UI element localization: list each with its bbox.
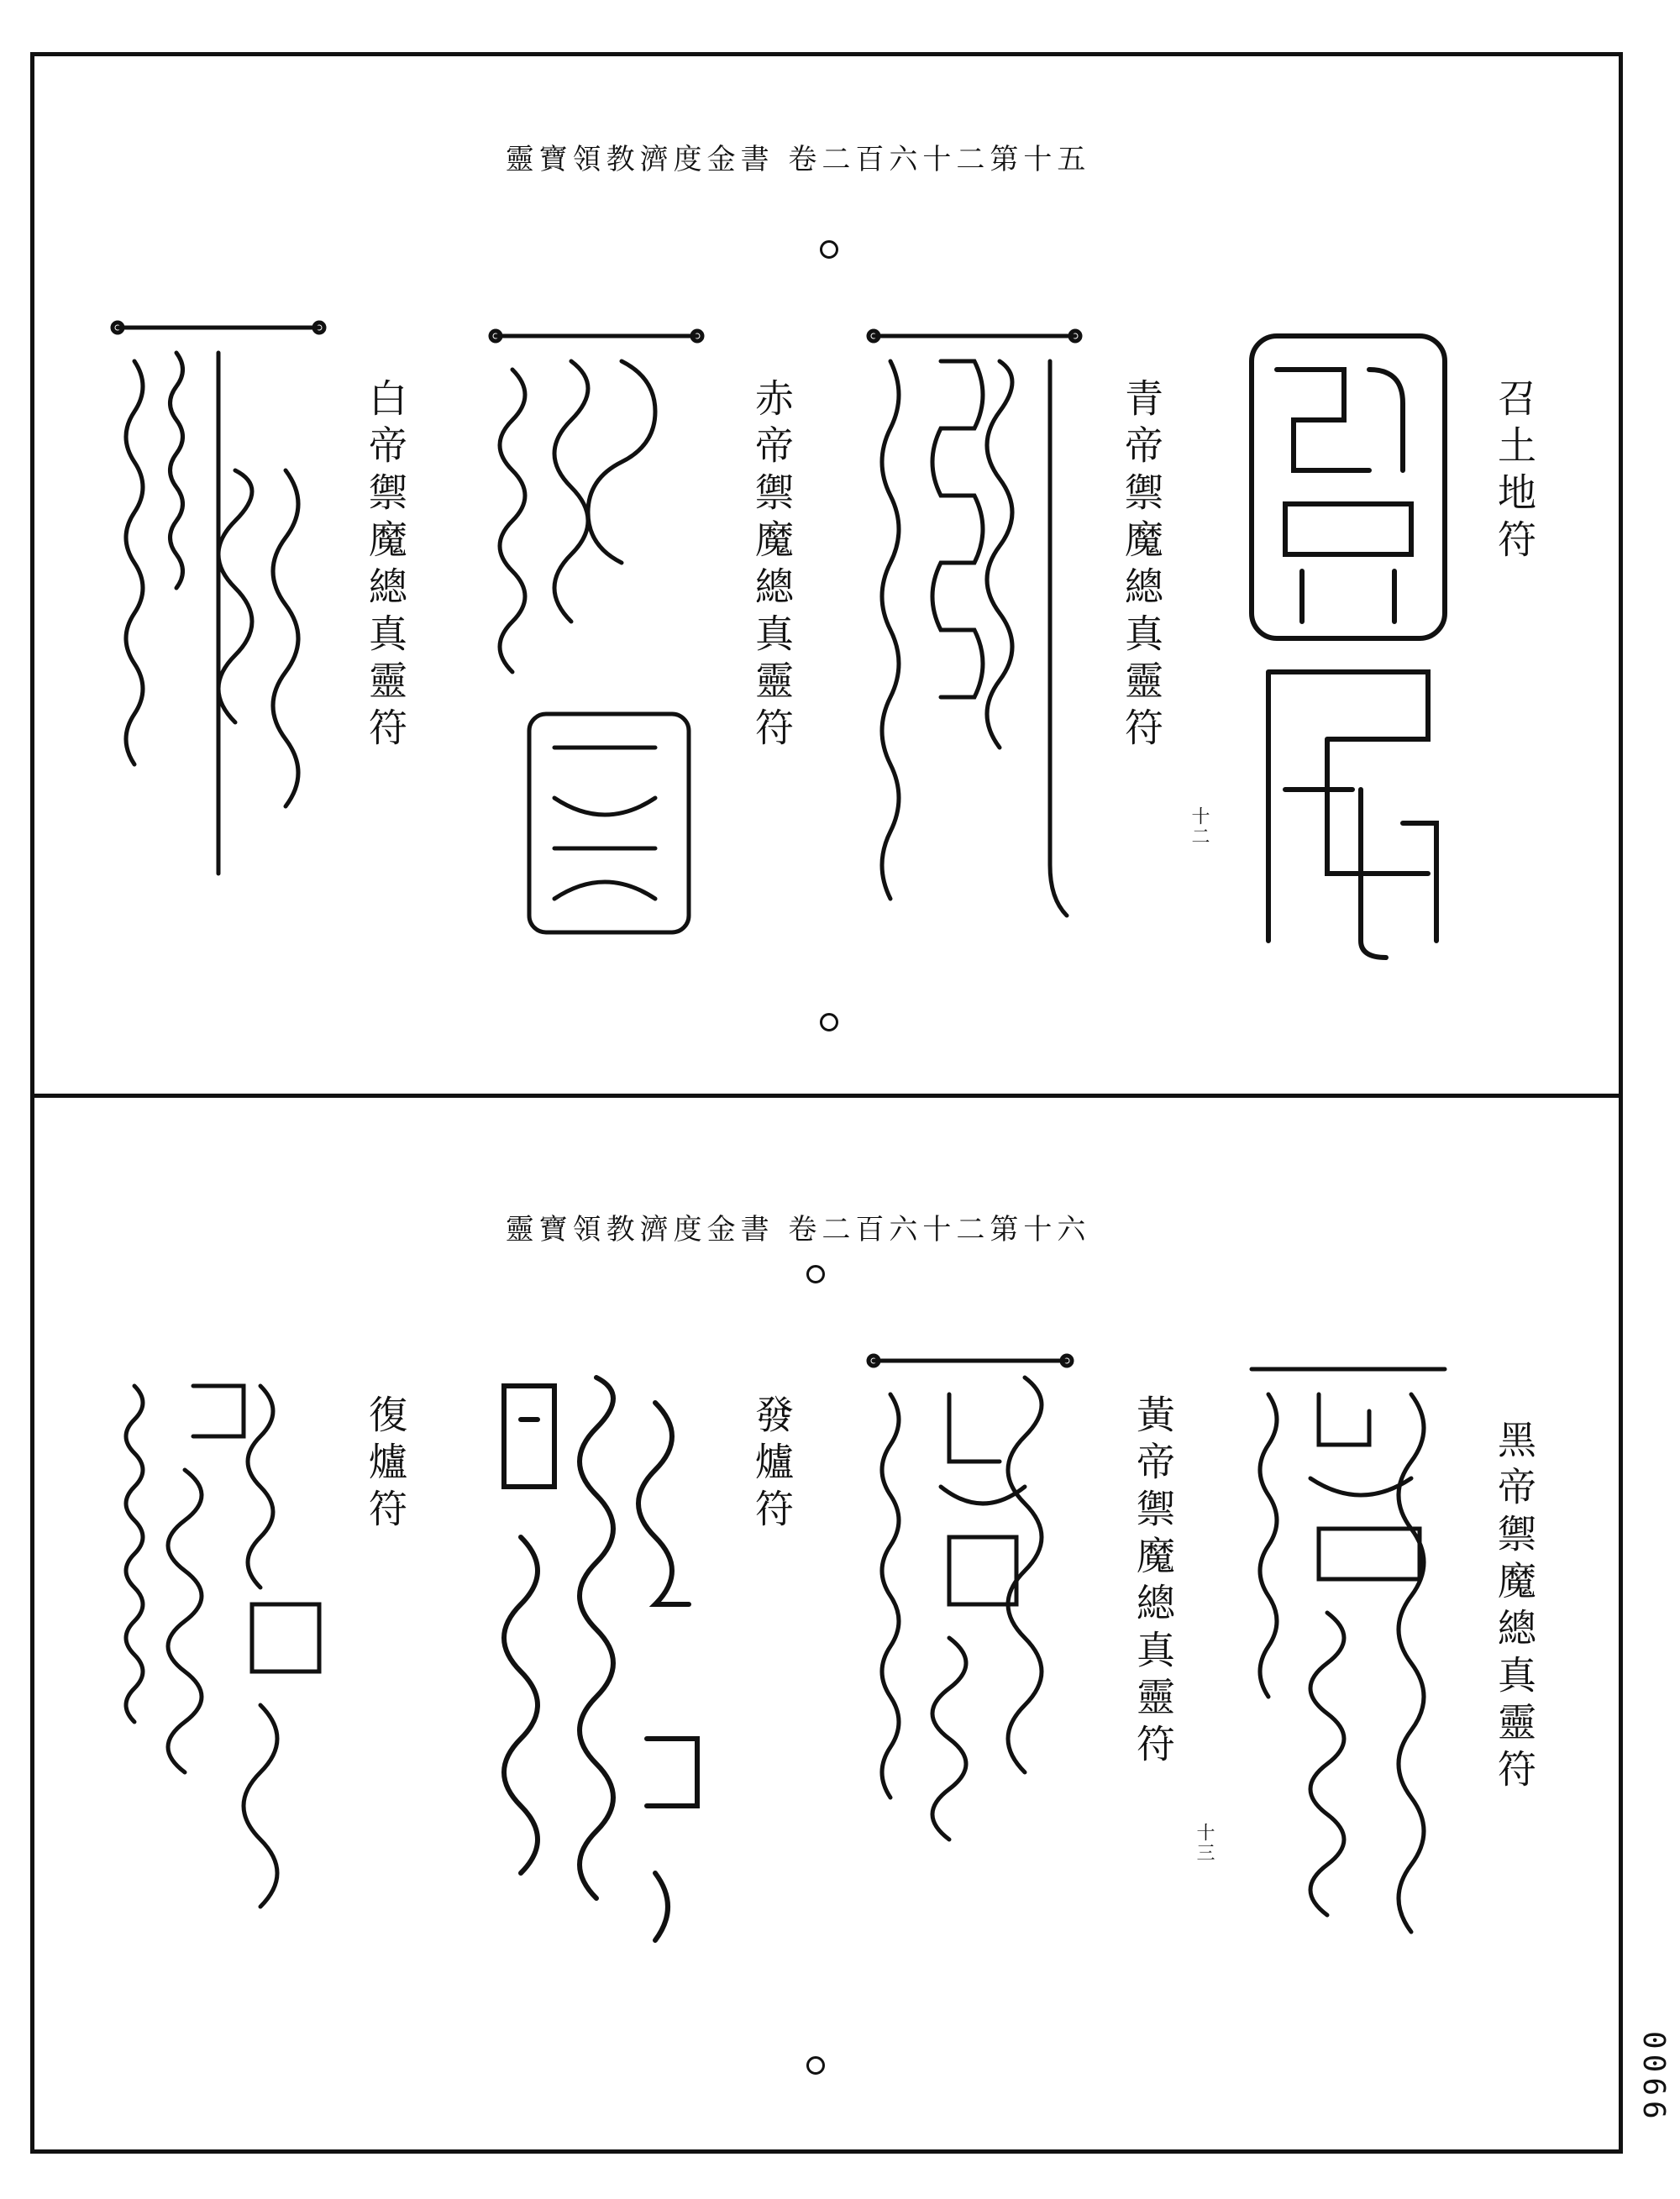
talisman-title-top-1: 召土地符 bbox=[1492, 378, 1537, 566]
talisman-title-bottom-3: 發爐符 bbox=[749, 1394, 795, 1535]
talisman-drawing-icon bbox=[865, 1352, 1084, 2033]
talisman-note-bottom-2: 十三 bbox=[1194, 1823, 1215, 1863]
binding-hole-icon bbox=[820, 240, 838, 259]
talisman-title-bottom-1: 黑帝禦魔總真靈符 bbox=[1492, 1420, 1537, 1796]
talisman-drawing-icon bbox=[1235, 319, 1462, 974]
talisman-drawing-icon bbox=[865, 328, 1092, 983]
binding-hole-icon bbox=[806, 1265, 825, 1283]
talisman-note-top-2: 十二 bbox=[1189, 806, 1210, 847]
talisman-drawing-icon bbox=[1243, 1361, 1462, 2024]
binding-hole-icon bbox=[806, 2056, 825, 2075]
panel-divider bbox=[30, 1094, 1623, 1098]
page-number: 0066 bbox=[1636, 2031, 1671, 2124]
talisman-drawing-icon bbox=[487, 328, 714, 966]
talisman-title-top-3: 赤帝禦魔總真靈符 bbox=[749, 378, 795, 754]
bottom-header: 靈寶領教濟度金書 卷二百六十二第十六 bbox=[505, 1213, 1091, 1246]
talisman-title-top-2: 青帝禦魔總真靈符 bbox=[1119, 378, 1164, 754]
binding-hole-icon bbox=[820, 1013, 838, 1031]
top-header: 靈寶領教濟度金書 卷二百六十二第十五 bbox=[505, 143, 1091, 176]
talisman-title-top-4: 白帝禦魔總真靈符 bbox=[363, 378, 408, 754]
talisman-drawing-icon bbox=[109, 319, 336, 983]
talisman-title-bottom-4: 復爐符 bbox=[363, 1394, 408, 1535]
talisman-title-bottom-2: 黃帝禦魔總真靈符 bbox=[1131, 1394, 1176, 1771]
talisman-drawing-icon bbox=[118, 1352, 336, 2024]
talisman-drawing-icon bbox=[487, 1352, 714, 2024]
